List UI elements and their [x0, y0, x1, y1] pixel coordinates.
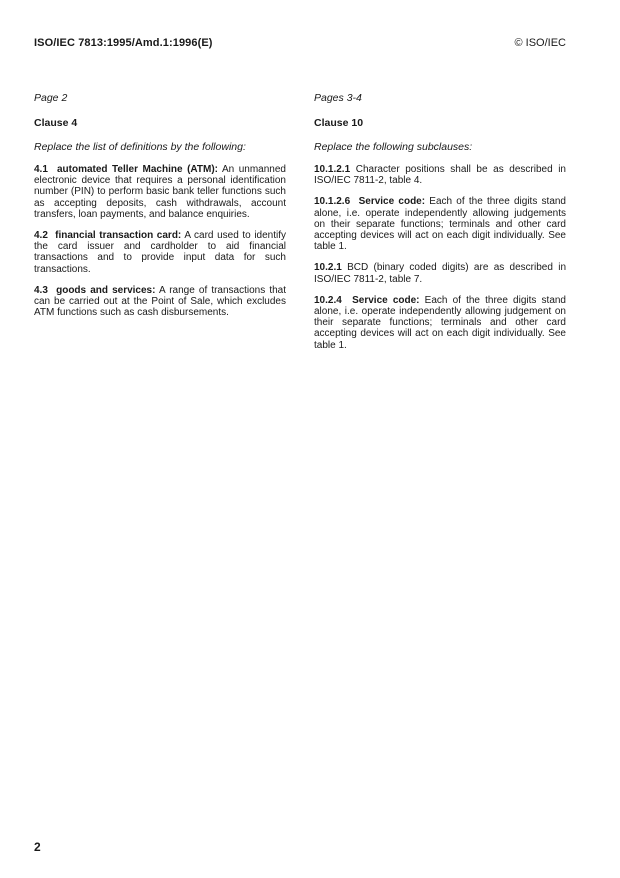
- page-reference: Page 2: [34, 92, 68, 104]
- subclause-text: Character positions shall be as described in ISO/IEC 7811-2, table 4.: [314, 164, 566, 187]
- subclause-term: Service code:: [352, 294, 420, 306]
- subclause-number: 10.1.2.1: [314, 164, 351, 175]
- subclause-entry: [314, 295, 566, 351]
- definition-entry: [34, 285, 286, 319]
- document-identifier: ISO/IEC 7813:1995/Amd.1:1996(E): [34, 37, 213, 49]
- subclause-number: 10.1.2.6: [314, 196, 351, 208]
- entry-number: 4.1: [34, 164, 48, 175]
- subclause-number: 10.2.4: [314, 294, 342, 306]
- subclause-term: Service code:: [358, 196, 426, 208]
- subclause-number: 10.2.1: [314, 262, 342, 274]
- subclause-text: BCD (binary coded digits) are as described in ISO/IEC 7811-2, table 7.: [314, 262, 566, 285]
- subclause-text: Each of the three digits stand alone, i.e. operate independently allowing judgements on their separate functions; terminals and other card accepting devices will act on each digit individually. See table 1.: [314, 196, 566, 253]
- copyright-notice: © ISO/IEC: [514, 37, 566, 49]
- subclause-entry: [314, 196, 566, 252]
- entry-text: An unmanned electronic device that requires a personal identification number (PIN) to perform basic bank teller functions such as accepting deposits, cash withdrawals, account transfers, loan payments, and balance enquiries.: [34, 164, 286, 220]
- subclause-entry: [314, 262, 566, 284]
- entry-number: 4.2: [34, 230, 48, 242]
- amendment-instruction: Replace the list of definitions by the following:: [34, 141, 246, 153]
- entry-term: goods and services:: [56, 284, 156, 296]
- clause-heading: Clause 10: [314, 117, 364, 129]
- entry-text: A range of transactions that can be carried out at the Point of Sale, which excludes ATM functions such as cash disbursements.: [34, 284, 287, 319]
- left-column: [34, 92, 286, 328]
- entry-term: financial transaction card:: [55, 230, 182, 242]
- page-number: 2: [34, 840, 41, 854]
- amendment-instruction: Replace the following subclauses:: [314, 141, 473, 153]
- entry-number: 4.3: [34, 284, 48, 296]
- right-column: [314, 92, 566, 361]
- definition-entry: [34, 230, 286, 275]
- clause-heading: Clause 4: [34, 117, 78, 129]
- page-reference: Pages 3-4: [314, 92, 362, 104]
- subclause-entry: [314, 164, 566, 186]
- definition-entry: [34, 164, 286, 220]
- subclause-text: Each of the three digits stand alone, i.e. operate independently allowing judgement on their separate functions; terminals and other card accepting devices will act on each digit individually. See table 1.: [314, 294, 566, 351]
- entry-text: A card used to identify the card issuer and cardholder to aid financial transactions and to provide input data for such transactions.: [34, 230, 287, 275]
- entry-term: automated Teller Machine (ATM):: [56, 164, 218, 175]
